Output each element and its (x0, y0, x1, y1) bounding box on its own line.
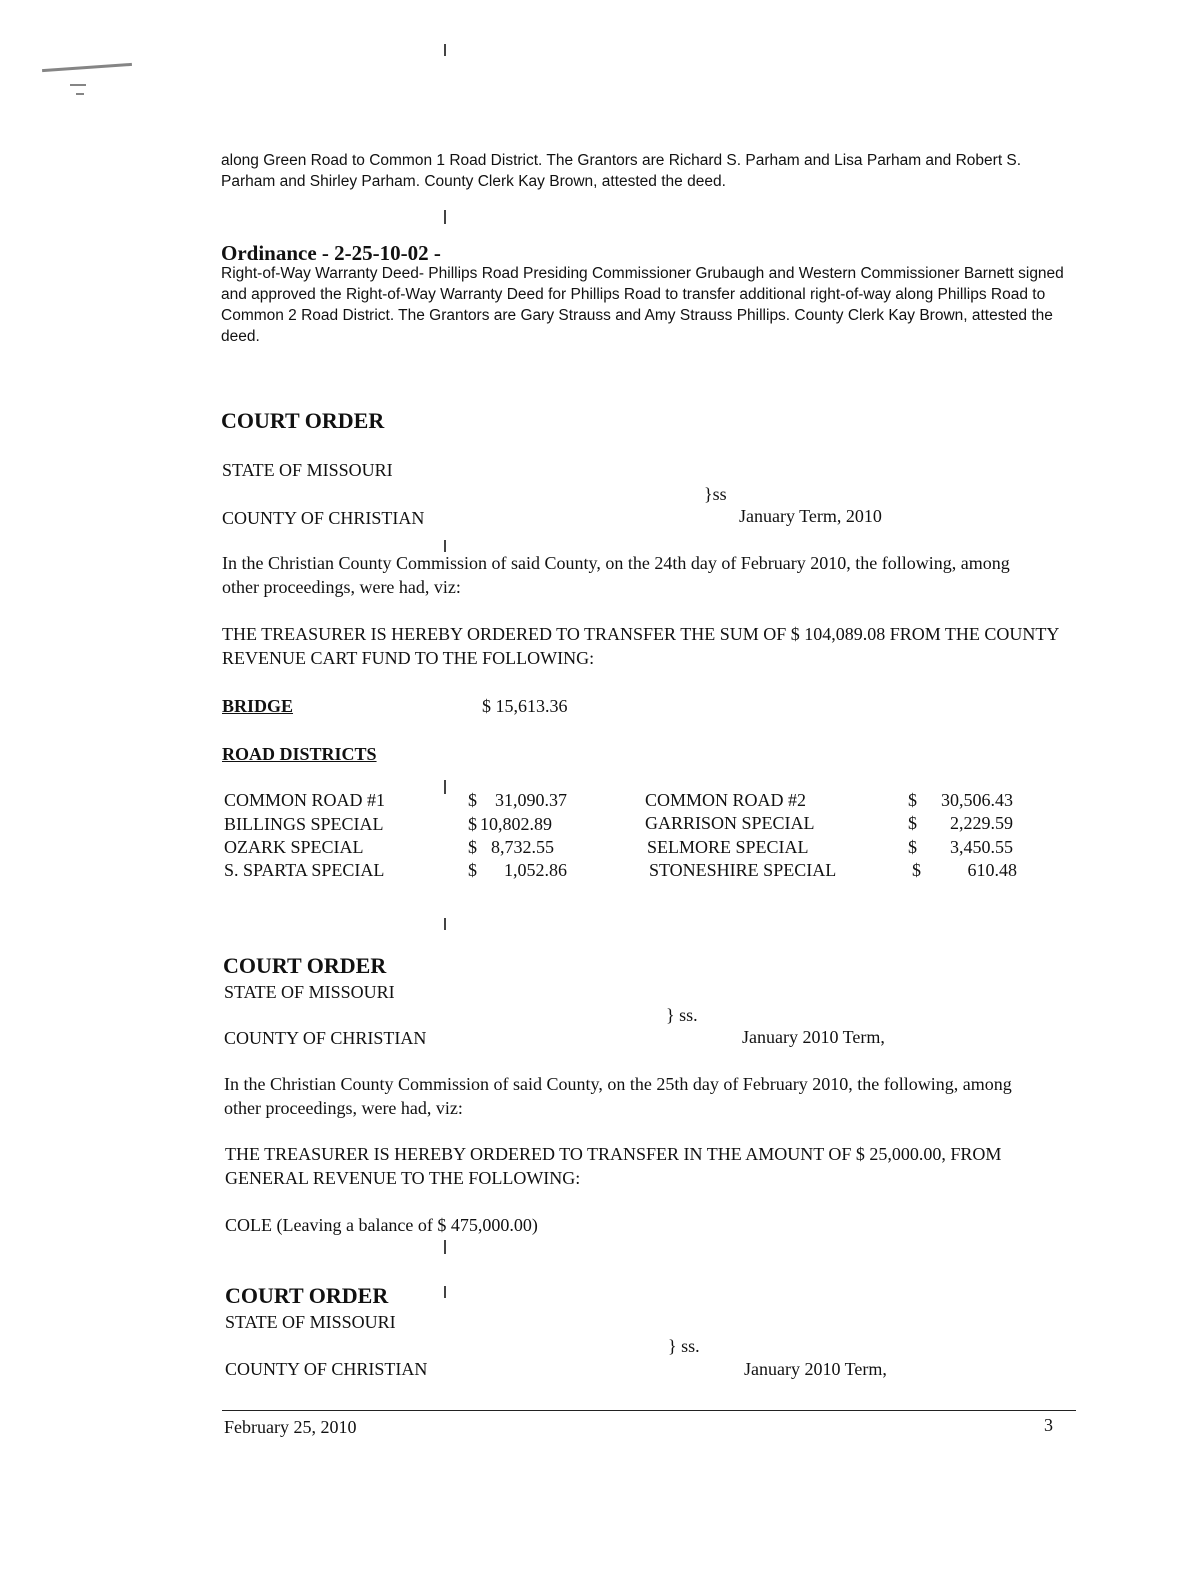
district-dollar: $ (908, 837, 917, 857)
bridge-amount: $ 15,613.36 (482, 696, 568, 716)
district-amount: 3,450.55 (950, 837, 1013, 857)
scan-artifact (42, 63, 132, 72)
district-amount: 30,506.43 (941, 790, 1013, 810)
scan-artifact (444, 1286, 446, 1298)
district-amount: 610.48 (967, 860, 1017, 880)
order-instruction: THE TREASURER IS HEREBY ORDERED TO TRANSFER IN THE AMOUNT OF $ 25,000.00, FROM GENERAL REVENUE TO THE FOLLOWING: (225, 1144, 1002, 1188)
court-order-heading: COURT ORDER (221, 408, 385, 433)
district-name: SELMORE SPECIAL (647, 837, 809, 857)
court-order-heading: COURT ORDER (223, 953, 387, 978)
ordinance-body: Right-of-Way Warranty Deed- Phillips Road Presiding Commissioner Grubaugh and Western Commissioner Barnett signed and approved the Right-of-Way Warranty Deed for Phillips Road to transfer additional right-of-way along Phillips Road to Common 2 Road District. The Grantors are Gary Strauss and Amy Strauss Phillips. County Clerk Kay Brown, attested the deed. (221, 265, 1064, 345)
county-label: COUNTY OF CHRISTIAN (225, 1359, 428, 1379)
district-name: COMMON ROAD #1 (224, 790, 386, 810)
ss-label: } ss. (666, 1005, 698, 1025)
page-number: 3 (1044, 1415, 1053, 1435)
ss-label: }ss (704, 484, 727, 504)
district-amount: 8,732.55 (491, 837, 554, 857)
scan-artifact (444, 1240, 446, 1254)
district-dollar: $ (468, 814, 477, 834)
scan-artifact (444, 780, 446, 794)
footer-rule (222, 1410, 1076, 1411)
district-amount: 31,090.37 (495, 790, 567, 810)
district-dollar: $ (908, 790, 917, 810)
county-label: COUNTY OF CHRISTIAN (222, 508, 425, 528)
district-name: COMMON ROAD #2 (645, 790, 807, 810)
court-order-heading: COURT ORDER (225, 1283, 389, 1308)
district-dollar: $ (908, 813, 917, 833)
scan-artifact (70, 84, 86, 86)
district-name: GARRISON SPECIAL (645, 813, 815, 833)
scan-artifact (444, 210, 446, 224)
scan-artifact (76, 93, 84, 95)
district-amount: 2,229.59 (950, 813, 1013, 833)
order-item: COLE (Leaving a balance of $ 475,000.00) (225, 1215, 538, 1235)
bridge-label: BRIDGE (222, 696, 294, 716)
ss-label: } ss. (668, 1336, 700, 1356)
order-preamble: In the Christian County Commission of said County, on the 24th day of February 2010, the following, among other proceedings, were had, viz: (222, 553, 1010, 597)
scan-artifact (444, 44, 446, 56)
district-name: S. SPARTA SPECIAL (224, 860, 385, 880)
order-instruction: THE TREASURER IS HEREBY ORDERED TO TRANSFER THE SUM OF $ 104,089.08 FROM THE COUNTY REVENUE CART FUND TO THE FOLLOWING: (222, 624, 1059, 668)
district-name: OZARK SPECIAL (224, 837, 364, 857)
state-label: STATE OF MISSOURI (225, 1312, 396, 1332)
district-dollar: $ (468, 837, 477, 857)
district-name: BILLINGS SPECIAL (224, 814, 384, 834)
district-dollar: $ (468, 790, 477, 810)
term-label: January 2010 Term, (742, 1027, 885, 1047)
district-amount: 1,052.86 (504, 860, 567, 880)
state-label: STATE OF MISSOURI (222, 460, 393, 480)
intro-paragraph: along Green Road to Common 1 Road District. The Grantors are Richard S. Parham and Lisa Parham and Robert S. Parham and Shirley Parham. County Clerk Kay Brown, attested the deed. (221, 152, 1022, 190)
district-name: STONESHIRE SPECIAL (649, 860, 837, 880)
scan-artifact (444, 918, 446, 930)
district-dollar: $ (912, 860, 921, 880)
district-amount: 10,802.89 (480, 814, 552, 834)
term-label: January 2010 Term, (744, 1359, 887, 1379)
term-label: January Term, 2010 (739, 506, 882, 526)
district-dollar: $ (468, 860, 477, 880)
order-preamble: In the Christian County Commission of said County, on the 25th day of February 2010, the following, among other proceedings, were had, viz: (224, 1074, 1012, 1118)
road-districts-label: ROAD DISTRICTS (222, 744, 377, 764)
state-label: STATE OF MISSOURI (224, 982, 395, 1002)
county-label: COUNTY OF CHRISTIAN (224, 1028, 427, 1048)
ordinance-title: Ordinance - 2-25-10-02 - (221, 241, 441, 265)
footer-date: February 25, 2010 (224, 1417, 357, 1437)
